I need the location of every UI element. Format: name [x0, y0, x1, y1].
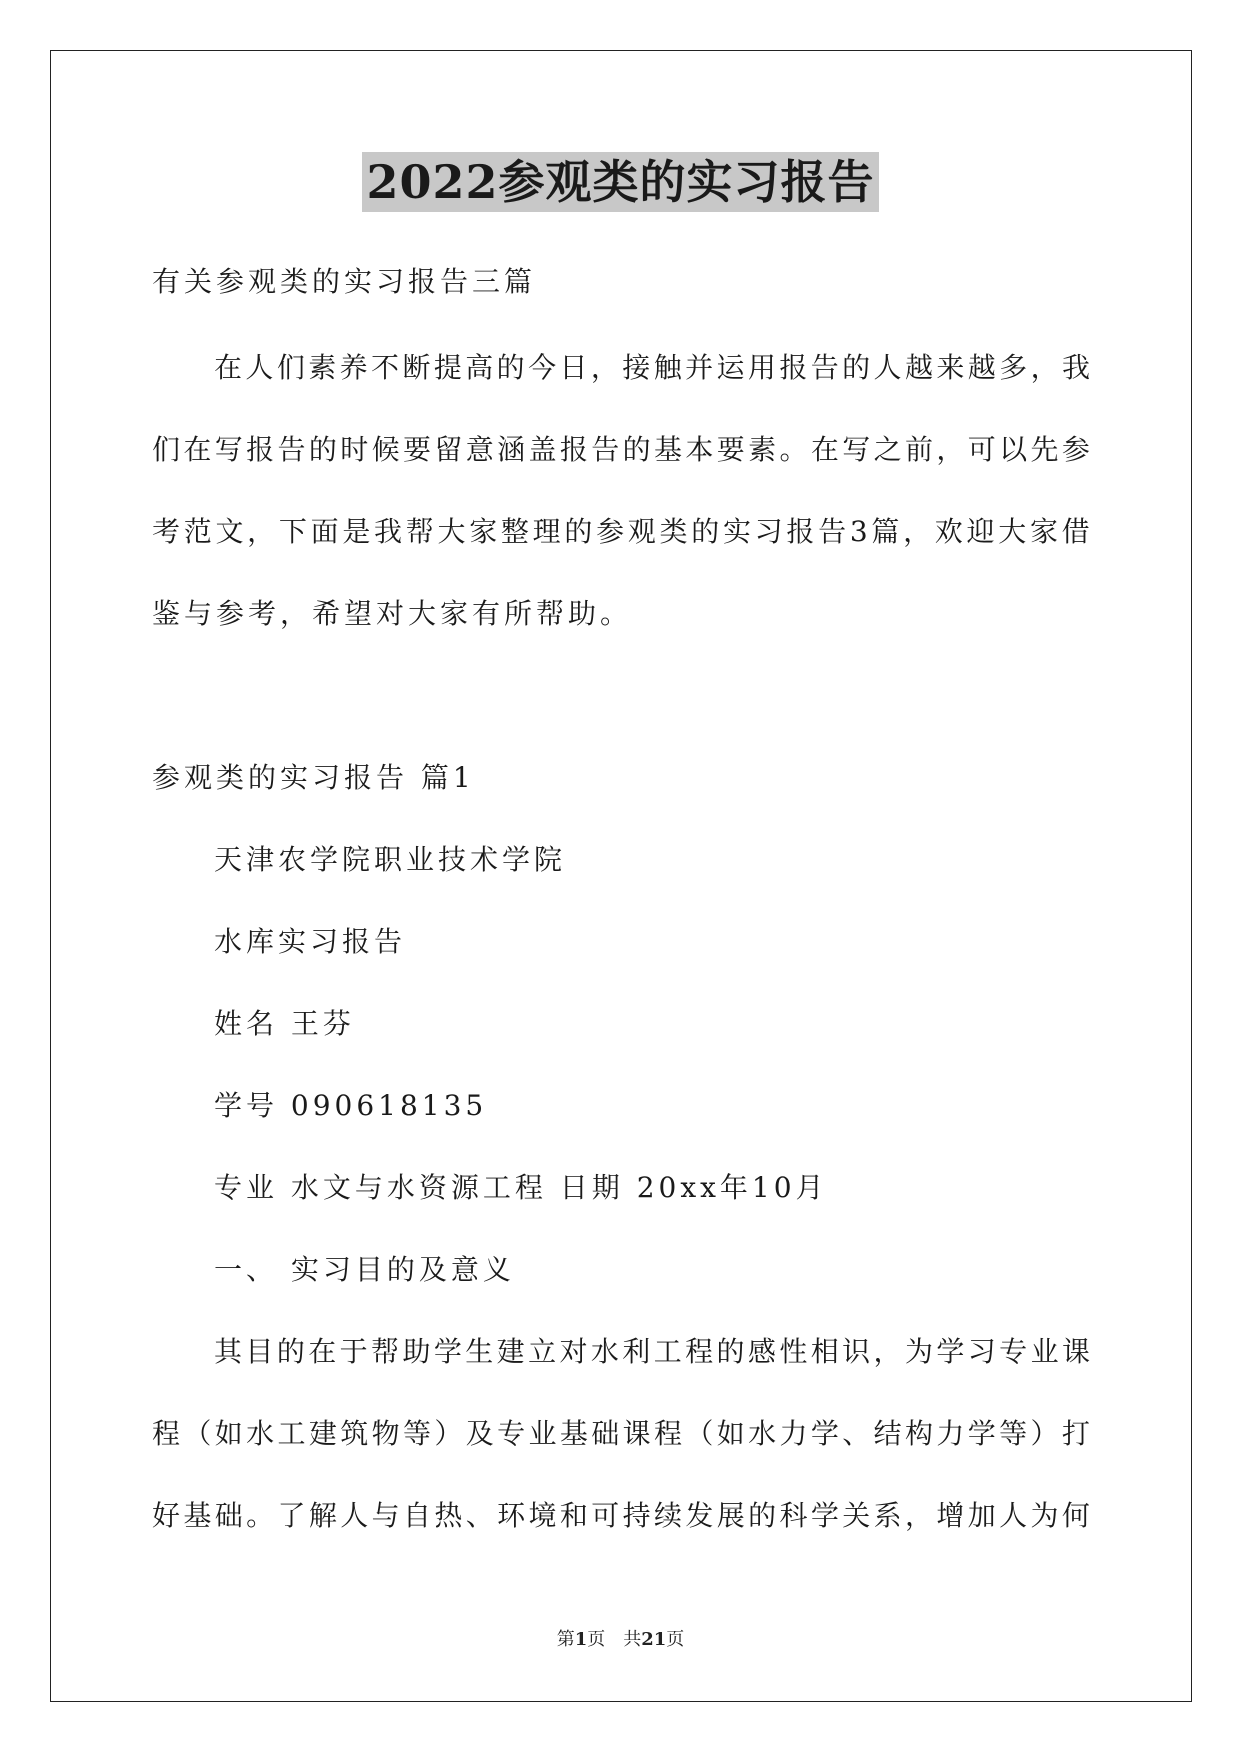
document-title: 2022参观类的实习报告 [362, 152, 878, 212]
text-glyph: 课 [1061, 1335, 1090, 1368]
text-glyph: 续 [654, 1499, 683, 1532]
text-glyph: 识 [842, 1335, 871, 1368]
text-glyph: 3 [849, 515, 868, 548]
text-glyph: 学 [810, 1417, 839, 1450]
student-id: 学号 090618135 [214, 1089, 488, 1122]
text-glyph: 解 [308, 1499, 337, 1532]
text-glyph: ， [936, 433, 965, 466]
footer-page-current: 1 [574, 1629, 588, 1650]
text-glyph: 水 [590, 1335, 619, 1368]
text-glyph: 和 [559, 1499, 588, 1532]
text-glyph: 水 [748, 1417, 777, 1450]
text-glyph: 等 [999, 1417, 1028, 1450]
text-glyph: 理 [532, 515, 561, 548]
text-glyph: 断 [402, 351, 431, 384]
text-glyph: 好 [152, 1499, 181, 1532]
intro-line-3 [152, 512, 1090, 552]
text-glyph: 并 [685, 351, 714, 384]
text-glyph: 发 [685, 1499, 714, 1532]
text-glyph: 展 [716, 1499, 745, 1532]
text-glyph: 水 [246, 1417, 275, 1450]
text-glyph: 等 [403, 1417, 432, 1450]
text-glyph: 基 [183, 1499, 212, 1532]
text-glyph: ， [590, 351, 619, 384]
body-line-2 [152, 1414, 1090, 1454]
text-glyph: 以 [999, 433, 1028, 466]
text-glyph: （ [685, 1417, 714, 1450]
text-glyph: 助 [402, 1335, 431, 1368]
text-glyph: 建 [308, 1417, 337, 1450]
text-glyph: 报 [246, 433, 275, 466]
text-glyph: 考 [152, 515, 181, 548]
text-glyph: 立 [528, 1335, 557, 1368]
text-glyph: 增 [936, 1499, 965, 1532]
school-name: 天津农学院职业技术学院 [214, 843, 567, 876]
text-glyph: 力 [779, 1417, 808, 1450]
text-glyph: 人 [873, 351, 902, 384]
text-glyph: 大 [998, 515, 1027, 548]
text-glyph: 之 [873, 433, 902, 466]
text-glyph: 大 [437, 515, 466, 548]
text-glyph: 素 [308, 351, 337, 384]
text-glyph: 篇 [871, 515, 900, 548]
text-glyph: 家 [469, 515, 498, 548]
text-glyph: 如 [214, 1417, 243, 1450]
intro-line-4: 鉴与参考，希望对大家有所帮助。 [152, 597, 633, 630]
text-glyph: 为 [1030, 1499, 1059, 1532]
text-glyph: 养 [339, 351, 368, 384]
text-glyph: 多 [999, 351, 1028, 384]
text-glyph: 系 [873, 1499, 902, 1532]
text-glyph: 性 [779, 1335, 808, 1368]
text-glyph: 盖 [528, 433, 557, 466]
footer-suffix: 页 [666, 1629, 685, 1650]
text-glyph: 在 [810, 433, 839, 466]
text-glyph: ） [434, 1417, 463, 1450]
text-glyph: 借 [1061, 515, 1090, 548]
text-glyph: 业 [528, 1417, 557, 1450]
text-glyph: 与 [371, 1499, 400, 1532]
text-glyph: 人 [999, 1499, 1028, 1532]
text-glyph: 报 [786, 515, 815, 548]
text-glyph: 报 [559, 433, 588, 466]
text-glyph: 基 [559, 1417, 588, 1450]
text-glyph: 要 [403, 433, 432, 466]
section-one-heading: 一、 实习目的及意义 [214, 1253, 515, 1286]
text-glyph: 用 [747, 351, 776, 384]
text-glyph: 文 [215, 515, 244, 548]
text-glyph: 整 [500, 515, 529, 548]
text-glyph: 不 [371, 351, 400, 384]
text-glyph: 的 [564, 515, 593, 548]
text-glyph: 越 [967, 351, 996, 384]
text-glyph: 础 [591, 1417, 620, 1450]
text-glyph: 的 [622, 433, 651, 466]
report-name: 水库实习报告 [214, 925, 407, 958]
text-glyph: 在 [214, 351, 243, 384]
text-glyph: ， [247, 515, 276, 548]
text-glyph: 触 [653, 351, 682, 384]
text-glyph: （ [183, 1417, 212, 1450]
text-glyph: 报 [779, 351, 808, 384]
text-glyph: 帮 [371, 1335, 400, 1368]
text-glyph: 来 [936, 351, 965, 384]
text-glyph: ， [873, 1335, 902, 1368]
text-glyph: 科 [779, 1499, 808, 1532]
text-glyph: 习 [754, 515, 783, 548]
text-glyph: 接 [622, 351, 651, 384]
text-glyph: 告 [591, 433, 620, 466]
footer-mid: 页 共 [587, 1629, 642, 1650]
text-glyph: 日 [559, 351, 588, 384]
text-glyph: 如 [716, 1417, 745, 1450]
text-glyph: 程 [152, 1417, 181, 1450]
text-glyph: 、 [465, 1499, 494, 1532]
text-glyph: 构 [905, 1417, 934, 1450]
text-glyph: 候 [371, 433, 400, 466]
title-container [0, 152, 1241, 212]
text-glyph: 学 [433, 1335, 462, 1368]
section-heading: 参观类的实习报告 篇1 [152, 761, 475, 794]
text-glyph: 业 [1030, 1335, 1059, 1368]
text-glyph: 的 [308, 433, 337, 466]
text-glyph: 感 [747, 1335, 776, 1368]
text-glyph: 及 [465, 1417, 494, 1450]
text-glyph: 目 [245, 1335, 274, 1368]
footer-prefix: 第 [556, 1629, 575, 1650]
text-glyph: 面 [310, 515, 339, 548]
text-glyph: 先 [1030, 433, 1059, 466]
text-glyph: 帮 [405, 515, 434, 548]
text-glyph: 境 [528, 1499, 557, 1532]
text-glyph: 是 [342, 515, 371, 548]
text-glyph: 。 [779, 433, 808, 466]
text-glyph: 的 [842, 351, 871, 384]
text-glyph: 本 [685, 433, 714, 466]
footer-page-total: 21 [641, 1629, 667, 1650]
body-line-1 [214, 1332, 1090, 1372]
text-glyph: 今 [528, 351, 557, 384]
text-glyph: 持 [622, 1499, 651, 1532]
text-glyph: 家 [1029, 515, 1058, 548]
text-glyph: 实 [722, 515, 751, 548]
text-glyph: 的 [691, 515, 720, 548]
text-glyph: 在 [183, 433, 212, 466]
text-glyph: 于 [339, 1335, 368, 1368]
text-glyph: 专 [497, 1417, 526, 1450]
text-glyph: 告 [810, 351, 839, 384]
text-glyph: 何 [1061, 1499, 1090, 1532]
text-glyph: 写 [214, 433, 243, 466]
text-glyph: 学 [936, 1335, 965, 1368]
text-glyph: 前 [905, 433, 934, 466]
text-glyph: 关 [842, 1499, 871, 1532]
text-glyph: 了 [277, 1499, 306, 1532]
text-glyph: 涵 [497, 433, 526, 466]
text-glyph: 素 [748, 433, 777, 466]
text-glyph: 结 [873, 1417, 902, 1450]
text-glyph: 告 [277, 433, 306, 466]
text-glyph: 工 [653, 1335, 682, 1368]
intro-line-1 [214, 348, 1090, 388]
text-glyph: ， [905, 1499, 934, 1532]
text-glyph: 专 [999, 1335, 1028, 1368]
text-glyph: 加 [967, 1499, 996, 1532]
text-glyph: 生 [465, 1335, 494, 1368]
text-glyph: 我 [1061, 351, 1090, 384]
text-glyph: 们 [152, 433, 181, 466]
text-glyph: 欢 [934, 515, 963, 548]
text-glyph: 习 [967, 1335, 996, 1368]
text-glyph: 类 [659, 515, 688, 548]
text-glyph: 筑 [340, 1417, 369, 1450]
text-glyph: 参 [1061, 433, 1090, 466]
text-glyph: 人 [340, 1499, 369, 1532]
text-glyph: 时 [340, 433, 369, 466]
text-glyph: ） [1030, 1417, 1059, 1450]
text-glyph: 利 [622, 1335, 651, 1368]
student-name: 姓名 王芬 [214, 1007, 355, 1040]
text-glyph: 自 [403, 1499, 432, 1532]
text-glyph: 告 [818, 515, 847, 548]
text-glyph: 可 [967, 433, 996, 466]
text-glyph: 运 [716, 351, 745, 384]
text-glyph: 基 [654, 433, 683, 466]
text-glyph: 工 [277, 1417, 306, 1450]
text-glyph: 参 [596, 515, 625, 548]
text-glyph: 们 [276, 351, 305, 384]
text-glyph: 观 [627, 515, 656, 548]
text-glyph: 提 [433, 351, 462, 384]
text-glyph: 的 [716, 1335, 745, 1368]
text-glyph: 为 [904, 1335, 933, 1368]
text-glyph: 、 [842, 1417, 871, 1450]
text-glyph: 建 [496, 1335, 525, 1368]
text-glyph: 我 [374, 515, 403, 548]
text-glyph: 的 [748, 1499, 777, 1532]
text-glyph: 打 [1061, 1417, 1090, 1450]
text-glyph: 人 [245, 351, 274, 384]
text-glyph: 越 [904, 351, 933, 384]
text-glyph: 留 [434, 433, 463, 466]
text-glyph: 对 [559, 1335, 588, 1368]
intro-line-2 [152, 430, 1090, 470]
text-glyph: 在 [308, 1335, 337, 1368]
text-glyph: 力 [936, 1417, 965, 1450]
page-footer [0, 1628, 1241, 1652]
text-glyph: 热 [434, 1499, 463, 1532]
text-glyph: 物 [371, 1417, 400, 1450]
text-glyph: 可 [591, 1499, 620, 1532]
text-glyph: ， [1030, 351, 1059, 384]
body-line-3 [152, 1496, 1090, 1536]
text-glyph: 范 [183, 515, 212, 548]
text-glyph: 学 [967, 1417, 996, 1450]
text-glyph: 环 [497, 1499, 526, 1532]
text-glyph: 高 [465, 351, 494, 384]
text-glyph: 础 [214, 1499, 243, 1532]
major-date: 专业 水文与水资源工程 日期 20xx年10月 [214, 1171, 828, 1204]
document-subtitle: 有关参观类的实习报告三篇 [152, 265, 537, 298]
text-glyph: 课 [622, 1417, 651, 1450]
text-glyph: 的 [496, 351, 525, 384]
text-glyph: 要 [716, 433, 745, 466]
text-glyph: 相 [810, 1335, 839, 1368]
text-glyph: 迎 [966, 515, 995, 548]
text-glyph: 下 [278, 515, 307, 548]
text-glyph: ， [903, 515, 932, 548]
text-glyph: 程 [685, 1335, 714, 1368]
text-glyph: 的 [276, 1335, 305, 1368]
text-glyph: 写 [842, 433, 871, 466]
text-glyph: 学 [810, 1499, 839, 1532]
text-glyph: 其 [214, 1335, 243, 1368]
text-glyph: 。 [246, 1499, 275, 1532]
text-glyph: 程 [654, 1417, 683, 1450]
text-glyph: 意 [465, 433, 494, 466]
